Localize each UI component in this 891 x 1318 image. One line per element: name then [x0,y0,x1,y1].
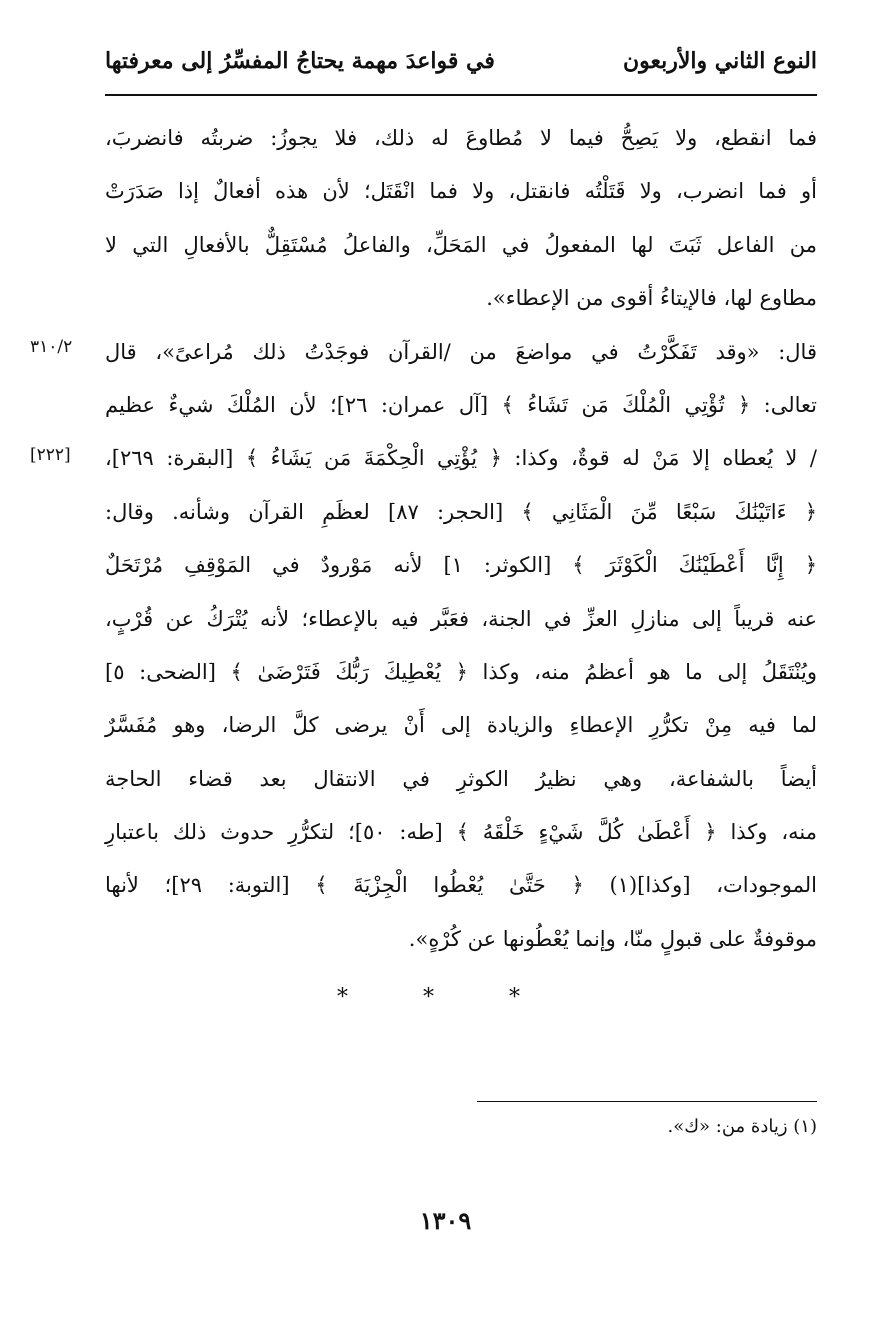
page-number: ١٣٠٩ [419,1206,472,1235]
text-line: عنه قريباً إلى منازلِ العزِّ في الجنة، فعَبَّر فيه بالإعطاء؛ لأنه يُتْرَكُ عن قُرْبٍ، [105,606,817,631]
text-line: ﴿ ءَاتَيْنَٰكَ سَبْعًا مِّنَ الْمَثَانِي ﴾ [الحجر: ٨٧] لعظَمِ القرآن وشأنه. وقال: [105,499,817,524]
text-line: منه، وكذا ﴿ أَعْطَىٰ كُلَّ شَيْءٍ خَلْقَهُ ﴾ [طه: ٥٠]؛ لتكرُّرِ حدوث ذلك باعتبارِ [105,820,817,845]
text-line: مطاوع لها، فالإيتاءُ أقوى من الإعطاء». [486,286,817,311]
text-line: ويُنْتَقَلُ إلى ما هو أعظمُ منه، وكذا ﴿ يُعْطِيكَ رَبُّكَ فَتَرْضَىٰ ﴾ [الضحى: ٥] [105,659,817,684]
text-line: تعالى: ﴿ تُؤْتِي الْمُلْكَ مَن تَشَاءُ ﴾ [آل عمران: ٢٦]؛ لأن المُلْكَ شيءٌ عظيم [105,392,817,417]
section-separator: * * * [337,985,554,1010]
footnote: (١) زيادة من: «ك». [667,1116,817,1137]
text-line: قال: «وقد تَفَكَّرْتُ في مواضعَ من /القرآن فوجَدْتُ ذلك مُراعىً»، قال [105,339,817,364]
text-line: فما انقطع، ولا يَصِحُّ فيما لا مُطاوعَ له ذلك، فلا يجوزُ: ضربتُه فانضربَ، [105,126,817,150]
chapter-title: النوع الثاني والأربعون [622,48,817,74]
text-line: موقوفةٌ على قبولٍ منّا، وإنما يُعْطُونها عن كُرْهٍ». [408,926,817,951]
manuscript-ref: [٢٢٢] [30,445,71,465]
text-line: ﴿ إِنَّا أَعْطَيْنَٰكَ الْكَوْثَرَ ﴾ [الكوثر: ١] لأنه مَوْرودٌ في المَوْقِفِ مُرْتَحَلٌ [105,553,817,578]
main-text [105,112,817,966]
running-header [105,42,817,82]
text-line: من الفاعل ثَبَتَ لها المفعولُ في المَحَلِّ، والفاعلُ مُسْتَقِلٌّ بالأفعالِ التي لا [105,232,817,257]
footnote-rule [477,1101,817,1102]
text-line: أيضاً بالشفاعة، وهي نظيرُ الكوثرِ في الانتقال بعد قضاء الحاجة [105,766,817,791]
text-line: الموجودات، [وكذا](١) ﴿ حَتَّىٰ يُعْطُوا الْجِزْيَةَ ﴾ [التوبة: ٢٩]؛ لأنها [105,873,817,898]
text-line: لما فيه مِنْ تكرُّرِ الإعطاءِ والزيادة إلى أَنْ يرضى كلَّ الرضا، وهو مُفَسَّرٌ [105,713,817,738]
header-rule [105,94,817,96]
text-line: أو فما انضرب، ولا قَتَلْتُه فانقتل، ولا فما انْقَتَل؛ لأن هذه أفعالٌ إذا صَدَرَتْ [105,179,817,204]
volume-page-ref: ٣١٠/٢ [30,337,73,357]
section-title: في قواعدَ مهمة يحتاجُ المفسِّرُ إلى معرفتها [105,48,495,74]
text-line: / لا يُعطاه إلا مَنْ له قوةٌ، وكذا: ﴿ يُؤْتِي الْحِكْمَةَ مَن يَشَاءُ ﴾ [البقرة: ٢٦٩]، [105,446,817,471]
